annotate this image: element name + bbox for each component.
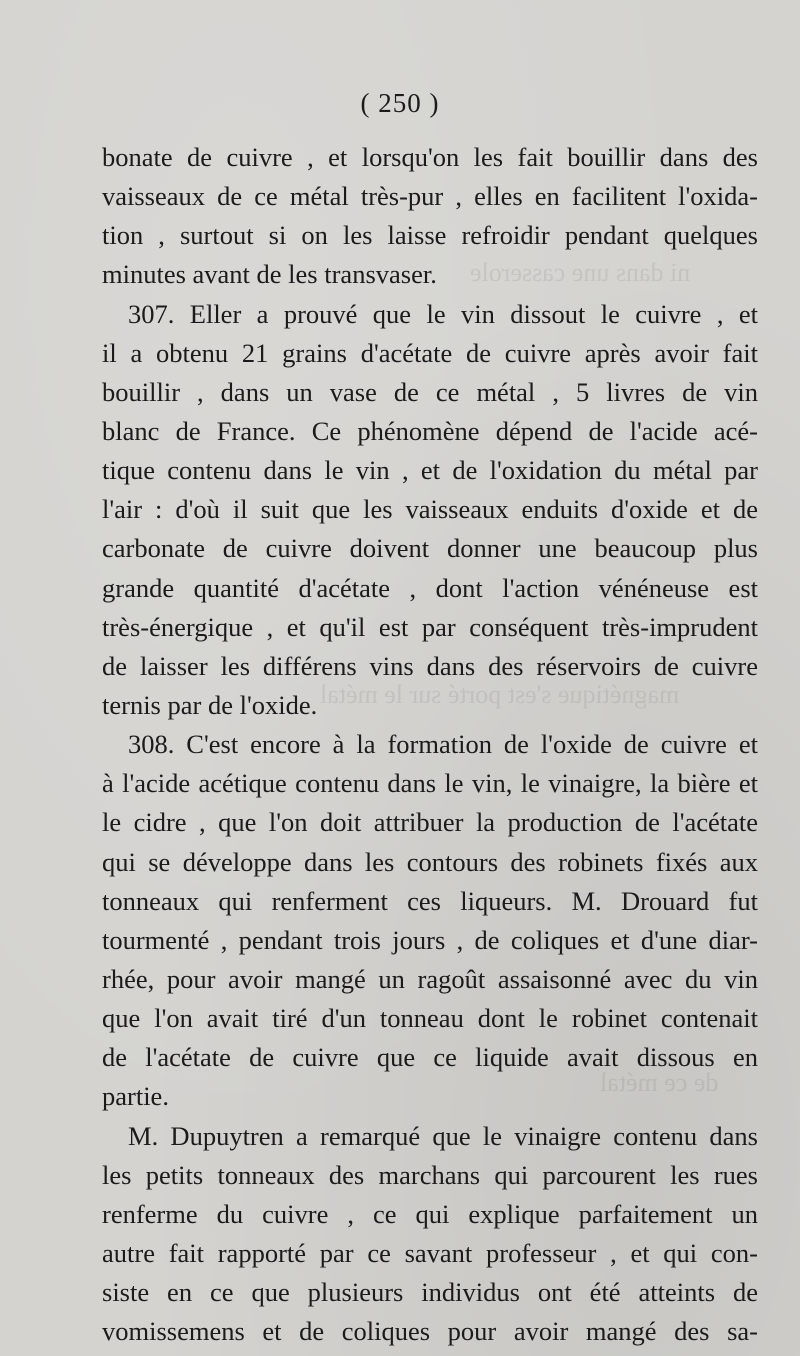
text-line: tion , surtout si on les laisse refroidir pendant quelques: [102, 220, 758, 251]
text-line: ternis par de l'oxide.: [102, 689, 318, 720]
page-number: ( 250 ): [360, 88, 440, 118]
text-line: siste en ce que plusieurs individus ont été atteints de: [102, 1277, 758, 1308]
text-line: qui se développe dans les contours des robinets fixés aux: [102, 846, 758, 877]
text-line: bonate de cuivre , et lorsqu'on les fait bouillir dans des: [102, 142, 758, 172]
text-line: il a obtenu 21 grains d'acétate de cuivre après avoir fait: [102, 337, 758, 368]
text-line: les petits tonneaux des marchans qui parcourent les rues: [102, 1159, 758, 1190]
text-line: autre fait rapporté par ce savant professeur , et qui con-: [102, 1237, 758, 1268]
text-line: rhée, pour avoir mangé un ragoût assaisonné avec du vin: [102, 963, 758, 994]
text-line: de laisser les différens vins dans des réservoirs de cuivre: [102, 650, 758, 681]
text-line: le cidre , que l'on doit attribuer la production de l'acétate: [102, 807, 758, 838]
text-line: M. Dupuytren a remarqué que le vinaigre contenu dans: [128, 1120, 758, 1151]
show-through-ink: ni dans une casserole: [470, 258, 691, 287]
text-line: grande quantité d'acétate , dont l'action vénéneuse est: [102, 572, 758, 603]
text-line: 307. Eller a prouvé que le vin dissout le cuivre , et: [128, 298, 758, 329]
show-through-ink: de ce métal: [600, 1068, 719, 1097]
show-through-ink: magnétique s'est porté sur le métal: [320, 680, 680, 709]
text-line: vomissemens et de coliques pour avoir mangé des sa-: [102, 1316, 758, 1347]
text-line: tourmenté , pendant trois jours , de coliques et d'une diar-: [102, 924, 758, 955]
text-line: de l'acétate de cuivre que ce liquide avait dissous en: [102, 1042, 758, 1073]
text-line: à l'acide acétique contenu dans le vin, le vinaigre, la bière et: [102, 768, 758, 799]
text-line: renferme du cuivre , ce qui explique parfaitement un: [102, 1198, 758, 1229]
text-line: blanc de France. Ce phénomène dépend de l'acide acé-: [102, 415, 758, 446]
body-text: [102, 138, 758, 1351]
text-line: carbonate de cuivre doivent donner une beaucoup plus: [102, 533, 758, 564]
text-line: tonneaux qui renferment ces liqueurs. M. Drouard fut: [102, 885, 758, 916]
text-line: 308. C'est encore à la formation de l'oxide de cuivre et: [128, 729, 758, 760]
text-line: très-énergique , et qu'il est par conséquent très-imprudent: [102, 611, 758, 642]
text-line: que l'on avait tiré d'un tonneau dont le robinet contenait: [102, 1003, 758, 1034]
text-line: vaisseaux de ce métal très-pur , elles en facilitent l'oxida-: [102, 181, 758, 212]
text-line: l'air : d'où il suit que les vaisseaux enduits d'oxide et de: [102, 494, 758, 525]
text-line: partie.: [102, 1081, 169, 1112]
text-line: minutes avant de les transvaser.: [102, 259, 437, 290]
text-line: tique contenu dans le vin , et de l'oxidation du métal par: [102, 455, 758, 486]
text-line: bouillir , dans un vase de ce métal , 5 livres de vin: [102, 376, 758, 407]
